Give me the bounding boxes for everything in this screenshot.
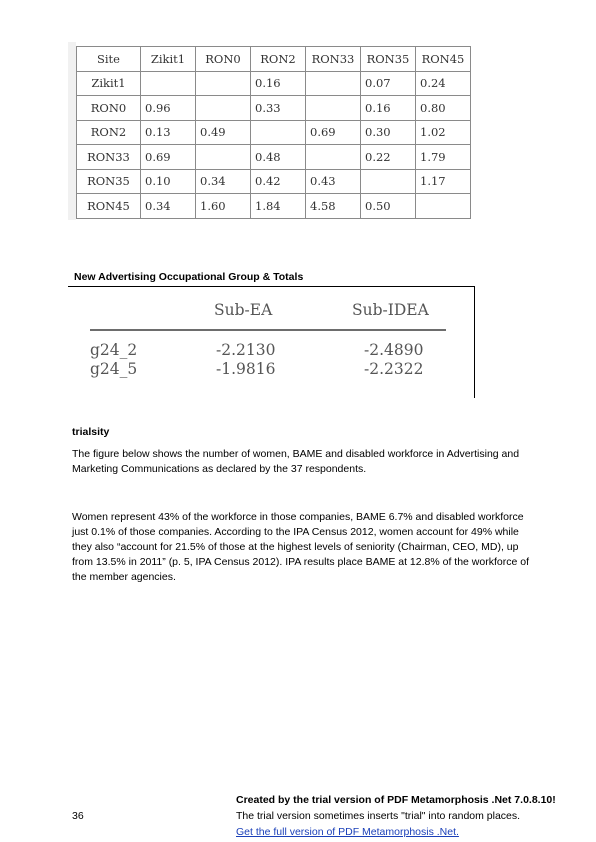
table-cell: 0.34 bbox=[141, 194, 196, 219]
trial-notice-title: Created by the trial version of PDF Metamorphosis .Net 7.0.8.10! bbox=[236, 794, 556, 806]
table-cell bbox=[416, 194, 471, 219]
table-cell: 0.48 bbox=[251, 145, 306, 170]
table-cell: 1.17 bbox=[416, 169, 471, 194]
table-cell bbox=[361, 169, 416, 194]
table-cell: 0.49 bbox=[196, 120, 251, 145]
table-cell bbox=[306, 145, 361, 170]
row-label: RON35 bbox=[77, 169, 141, 194]
table-cell bbox=[251, 120, 306, 145]
row-label-g24-2: g24_2 bbox=[90, 341, 138, 359]
col-header-sub-idea: Sub-IDEA bbox=[352, 301, 429, 319]
col-header-sub-ea: Sub-EA bbox=[214, 301, 273, 319]
table-cell bbox=[196, 145, 251, 170]
site-distance-table bbox=[68, 42, 472, 220]
header-cell: RON33 bbox=[306, 47, 361, 72]
table-cell: 1.60 bbox=[196, 194, 251, 219]
table-cell: 0.80 bbox=[416, 96, 471, 121]
table-cell: 0.34 bbox=[196, 169, 251, 194]
table-cell: 1.79 bbox=[416, 145, 471, 170]
table-shadow bbox=[68, 42, 76, 220]
table-cell: 0.22 bbox=[361, 145, 416, 170]
row-label: RON45 bbox=[77, 194, 141, 219]
table-cell: 0.69 bbox=[141, 145, 196, 170]
table-row bbox=[77, 96, 471, 121]
trial-notice-text: The trial version sometimes inserts "trial" into random places. bbox=[236, 810, 521, 822]
page-number: 36 bbox=[72, 810, 84, 822]
occupational-group-table bbox=[68, 286, 475, 398]
table-cell: 4.58 bbox=[306, 194, 361, 219]
table2-rule bbox=[90, 329, 446, 331]
table-cell: 1.84 bbox=[251, 194, 306, 219]
table-cell: 0.96 bbox=[141, 96, 196, 121]
row-label: RON0 bbox=[77, 96, 141, 121]
table-cell: 0.07 bbox=[361, 71, 416, 96]
table-cell: 0.13 bbox=[141, 120, 196, 145]
cell-sub-idea: -2.4890 bbox=[364, 341, 424, 359]
header-cell: RON45 bbox=[416, 47, 471, 72]
table-cell bbox=[306, 71, 361, 96]
table-cell: 0.42 bbox=[251, 169, 306, 194]
cell-sub-idea: -2.2322 bbox=[364, 360, 424, 378]
table-cell bbox=[306, 96, 361, 121]
row-label: RON2 bbox=[77, 120, 141, 145]
table-cell: 0.10 bbox=[141, 169, 196, 194]
table-cell bbox=[196, 71, 251, 96]
row-label: RON33 bbox=[77, 145, 141, 170]
header-cell: RON2 bbox=[251, 47, 306, 72]
table2-caption: New Advertising Occupational Group & Totals bbox=[74, 271, 304, 283]
paragraph: The figure below shows the number of women, BAME and disabled workforce in Advertising and Marketing Communications as declared by the 37 respondents. bbox=[72, 448, 520, 475]
table-row bbox=[77, 71, 471, 96]
table-cell bbox=[196, 96, 251, 121]
table-row bbox=[77, 194, 471, 219]
table-cell: 0.30 bbox=[361, 120, 416, 145]
full-version-link[interactable]: Get the full version of PDF Metamorphosis .Net. bbox=[236, 826, 459, 838]
table-cell: 0.16 bbox=[361, 96, 416, 121]
cell-sub-ea: -2.2130 bbox=[216, 341, 276, 359]
table-cell: 0.33 bbox=[251, 96, 306, 121]
table-row bbox=[77, 120, 471, 145]
cell-sub-ea: -1.9816 bbox=[216, 360, 276, 378]
header-cell: Site bbox=[77, 47, 141, 72]
section-heading: trialsity bbox=[72, 426, 110, 438]
table-cell: 1.02 bbox=[416, 120, 471, 145]
header-cell: Zikit1 bbox=[141, 47, 196, 72]
paragraph: Women represent 43% of the workforce in those companies, BAME 6.7% and disabled workforce just 0.1% of those companies. According to the IPA Census 2012, women account for 49% while they also “account for 21.5% of those at the highest levels of seniority (Chairman, CEO, MD), up from 13.5% in 2011” (p. 5, IPA Census 2012). IPA results place BAME at 12.8% of the workforce of the member agencies. bbox=[72, 511, 529, 583]
header-cell: RON0 bbox=[196, 47, 251, 72]
table-cell: 0.24 bbox=[416, 71, 471, 96]
table-header-row bbox=[77, 47, 471, 72]
row-label-g24-5: g24_5 bbox=[90, 360, 138, 378]
table-cell bbox=[141, 71, 196, 96]
site-table bbox=[76, 46, 471, 219]
trial-notice bbox=[236, 792, 556, 840]
table-cell: 0.69 bbox=[306, 120, 361, 145]
table-cell: 0.16 bbox=[251, 71, 306, 96]
row-label: Zikit1 bbox=[77, 71, 141, 96]
table-row bbox=[77, 145, 471, 170]
table-cell: 0.43 bbox=[306, 169, 361, 194]
table-row bbox=[77, 169, 471, 194]
table-cell: 0.50 bbox=[361, 194, 416, 219]
header-cell: RON35 bbox=[361, 47, 416, 72]
